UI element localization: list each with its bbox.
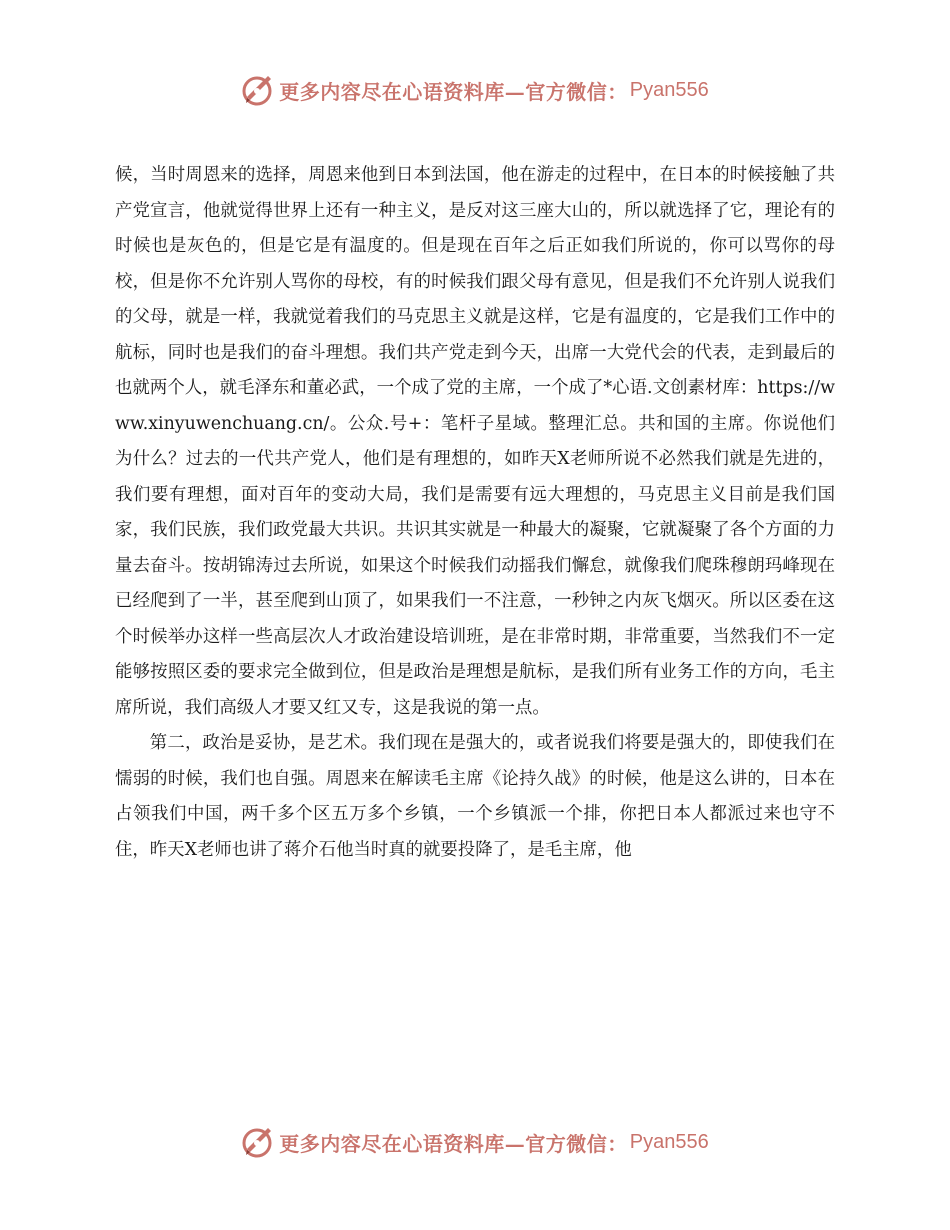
banner-wechat-handle: Pyan556	[629, 78, 709, 101]
document-body	[115, 158, 835, 868]
paragraph-1: 候，当时周恩来的选择，周恩来他到日本到法国，他在游走的过程中，在日本的时候接触了共产党宣言，他就觉得世界上还有一种主义，是反对这三座大山的，所以就选择了它，理论有的时候也是灰色的，但是它是有温度的。但是现在百年之后正如我们所说的，你可以骂你的母校，但是你不允许别人骂你的母校，有的时候我们跟父母有意见，但是我们不允许别人说我们的父母，就是一样，我就觉着我们的马克思主义就是这样，它是有温度的，它是我们工作中的航标，同时也是我们的奋斗理想。我们共产党走到今天，出席一大党代会的代表，走到最后的也就两个人，就毛泽东和董必武，一个成了党的主席，一个成了*心语.文创素材库：https://www.xinyuwenchuang.cn/。公众.号+：笔杆子星域。整理汇总。共和国的主席。你说他们为什么？过去的一代共产党人，他们是有理想的，如昨天X老师所说不必然我们就是先进的，我们要有理想，面对百年的变动大局，我们是需要有远大理想的，马克思主义目前是我们国家，我们民族，我们政党最大共识。共识其实就是一种最大的凝聚，它就凝聚了各个方面的力量去奋斗。按胡锦涛过去所说，如果这个时候我们动摇我们懈怠，就像我们爬珠穆朗玛峰现在已经爬到了一半，甚至爬到山顶了，如果我们一不注意，一秒钟之内灰飞烟灭。所以区委在这个时候举办这样一些高层次人才政治建设培训班，是在非常时期，非常重要，当然我们不一定能够按照区委的要求完全做到位，但是政治是理想是航标，是我们所有业务工作的方向，毛主席所说，我们高级人才要又红又专，这是我说的第一点。	[115, 165, 835, 718]
footer-watermark-banner	[0, 1122, 950, 1162]
banner-text: 更多内容尽在心语资料库—官方微信：	[279, 79, 628, 104]
pen-logo-icon	[241, 1125, 275, 1159]
paragraph-2: 第二，政治是妥协，是艺术。我们现在是强大的，或者说我们将要是强大的，即使我们在懦弱的时候，我们也自强。周恩来在解读毛主席《论持久战》的时候，他是这么讲的，日本在占领我们中国，两千多个区五万多个乡镇，一个乡镇派一个排，你把日本人都派过来也守不住，昨天X老师也讲了蒋介石他当时真的就要投降了，是毛主席，他	[115, 733, 835, 860]
banner-wechat-handle: Pyan556	[629, 1130, 709, 1153]
banner-text: 更多内容尽在心语资料库—官方微信：	[279, 1131, 628, 1156]
pen-logo-icon	[241, 73, 275, 107]
header-watermark-banner	[0, 70, 950, 110]
